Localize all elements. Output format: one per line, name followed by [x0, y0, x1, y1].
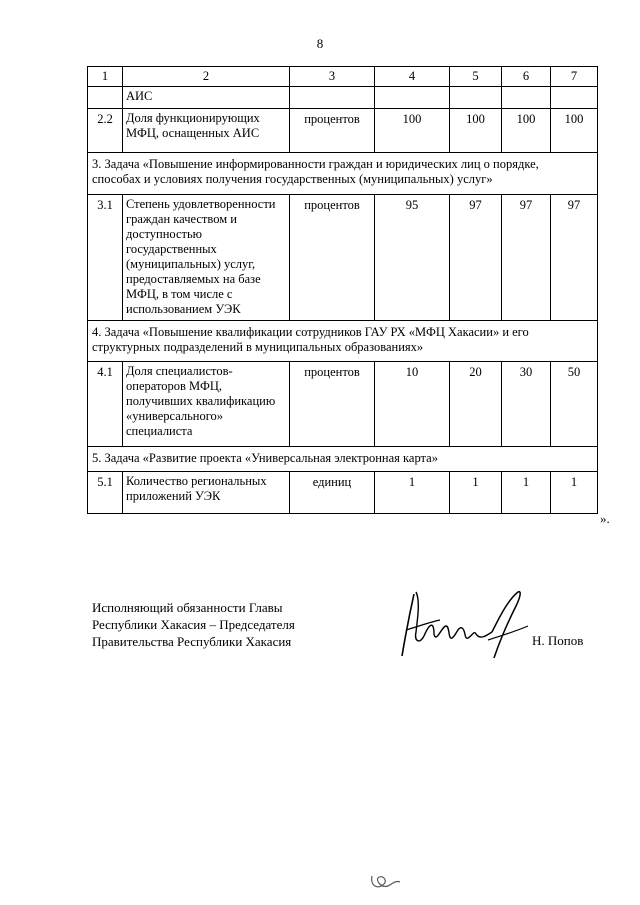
value-cell: 97 — [551, 195, 598, 321]
column-header: 3 — [290, 67, 375, 87]
column-header: 5 — [450, 67, 502, 87]
column-header: 7 — [551, 67, 598, 87]
value-cell: 1 — [551, 472, 598, 514]
table-row — [88, 195, 598, 321]
row-number: 2.2 — [88, 109, 123, 153]
handwritten-signature — [396, 586, 536, 666]
indicator-cell: Степень удовлетворенности граждан качеством и доступностью государственных (муниципальных) услуг, предоставляемых на базе МФЦ, в том числе с использованием УЭК — [123, 195, 290, 321]
task-row — [88, 153, 598, 195]
column-header: 4 — [375, 67, 450, 87]
indicator-cell: Доля функционирующих МФЦ, оснащенных АИС — [123, 109, 290, 153]
initials-mark — [366, 868, 406, 896]
task-4-heading: 4. Задача «Повышение квалификации сотрудников ГАУ РХ «МФЦ Хакасии» и его структурных подразделений в муниципальных образованиях» — [88, 321, 598, 362]
value-cell: 30 — [502, 362, 551, 447]
value-cell: 100 — [551, 109, 598, 153]
value-cell: 100 — [450, 109, 502, 153]
value-cell: 97 — [502, 195, 551, 321]
row-number: 3.1 — [88, 195, 123, 321]
value-cell: 50 — [551, 362, 598, 447]
value-cell: 1 — [502, 472, 551, 514]
table-row — [88, 362, 598, 447]
table-row — [88, 472, 598, 514]
table-row — [88, 109, 598, 153]
task-3-heading: 3. Задача «Повышение информированности граждан и юридических лиц о порядке, способах и условиях получения государственных (муниципальных) услуг» — [88, 153, 598, 195]
value-cell: 1 — [450, 472, 502, 514]
task-5-heading: 5. Задача «Развитие проекта «Универсальная электронная карта» — [88, 447, 598, 472]
value-cell: 20 — [450, 362, 502, 447]
indicators-table — [87, 66, 598, 514]
indicator-cell: АИС — [123, 87, 290, 109]
unit-cell: процентов — [290, 195, 375, 321]
value-cell: 1 — [375, 472, 450, 514]
indicator-cell: Доля специалистов- операторов МФЦ, получивших квалификацию «универсального» специалиста — [123, 362, 290, 447]
column-header: 6 — [502, 67, 551, 87]
value-cell: 95 — [375, 195, 450, 321]
task-row — [88, 321, 598, 362]
indicator-cell: Количество региональных приложений УЭК — [123, 472, 290, 514]
closing-quote: ». — [600, 511, 610, 526]
signatory-title: Исполняющий обязанности Главы Республики Хакасия – Председателя Правительства Республики Хакасия — [92, 600, 295, 649]
row-number: 5.1 — [88, 472, 123, 514]
table-header-row — [88, 67, 598, 87]
value-cell: 100 — [502, 109, 551, 153]
column-header: 2 — [123, 67, 290, 87]
signer-name: Н. Попов — [532, 633, 584, 648]
table-row — [88, 87, 598, 109]
task-row — [88, 447, 598, 472]
column-header: 1 — [88, 67, 123, 87]
value-cell: 97 — [450, 195, 502, 321]
unit-cell: процентов — [290, 109, 375, 153]
page-number: 8 — [316, 36, 324, 51]
value-cell: 100 — [375, 109, 450, 153]
unit-cell: единиц — [290, 472, 375, 514]
unit-cell: процентов — [290, 362, 375, 447]
value-cell: 10 — [375, 362, 450, 447]
row-number: 4.1 — [88, 362, 123, 447]
